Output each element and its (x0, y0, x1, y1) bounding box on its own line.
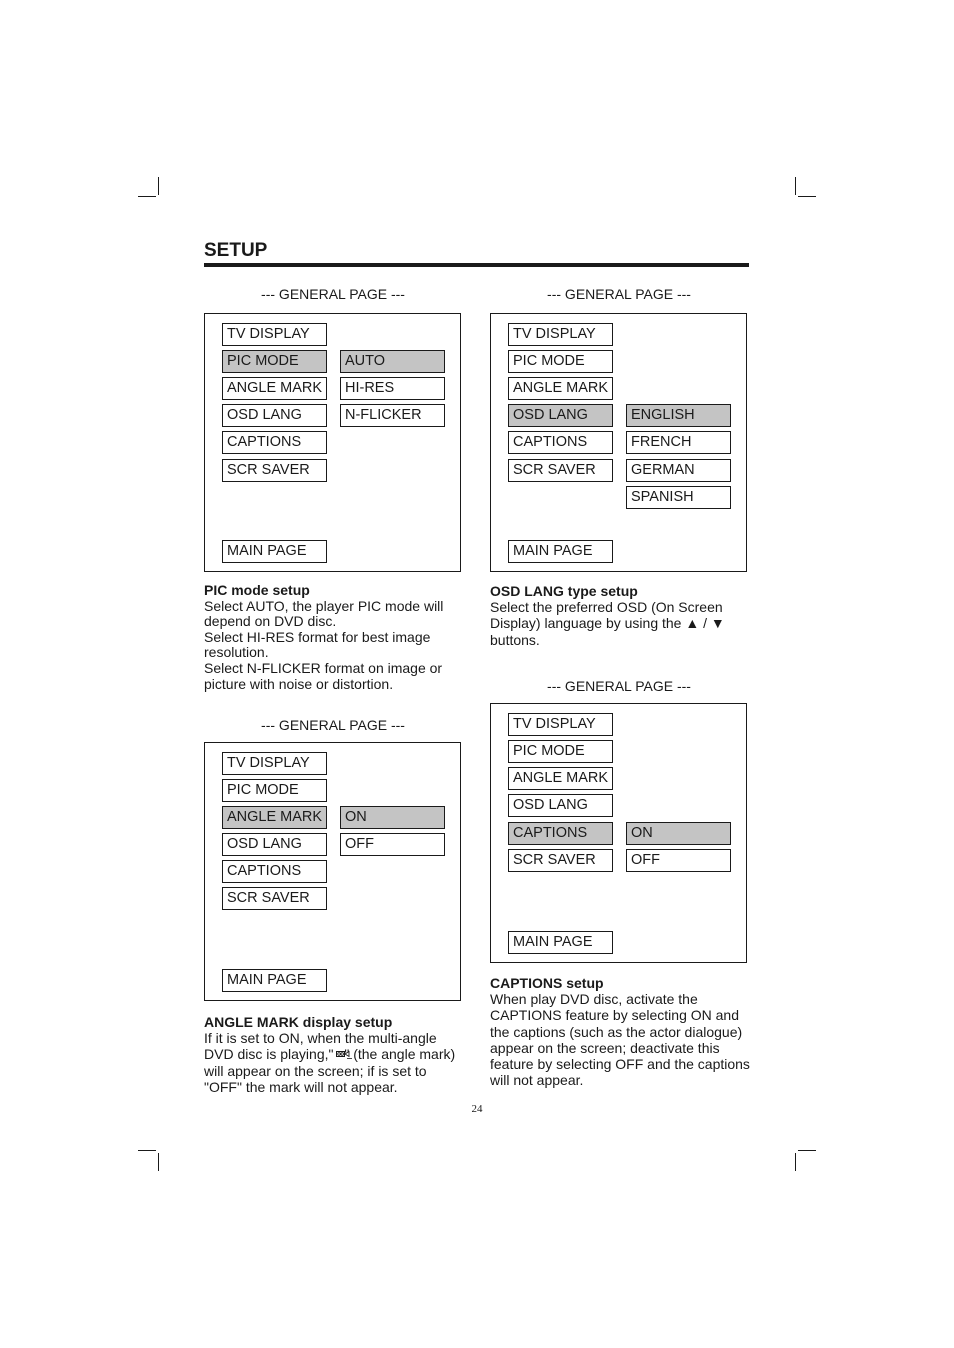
description-line: CAPTIONS feature by selecting ON and (490, 1007, 739, 1024)
description-line: Select AUTO, the player PIC mode will (204, 597, 444, 614)
option-english[interactable]: ENGLISH (626, 404, 731, 427)
option-off[interactable]: OFF (340, 833, 445, 856)
menu-item-osd-lang[interactable]: OSD LANG (508, 404, 613, 427)
description-line: picture with noise or distortion. (204, 675, 394, 692)
crop-mark (798, 1150, 816, 1151)
description-line: will appear on the screen; if is set to (204, 1062, 427, 1079)
menu-item-pic-mode[interactable]: PIC MODE (222, 350, 327, 373)
description-line: resolution. (204, 644, 269, 661)
menu-item-osd-lang[interactable]: OSD LANG (508, 794, 613, 817)
general-page-panel-angle-mark (204, 742, 461, 1001)
menu-item-main-page[interactable]: MAIN PAGE (508, 540, 613, 563)
panel-caption: --- GENERAL PAGE --- (547, 678, 691, 694)
menu-item-angle-mark[interactable]: ANGLE MARK (508, 377, 613, 400)
description-line: If it is set to ON, when the multi-angle (204, 1030, 437, 1047)
description-line: depend on DVD disc. (204, 613, 337, 630)
menu-item-captions[interactable]: CAPTIONS (508, 431, 613, 454)
description-line: Select HI-RES format for best image (204, 628, 431, 645)
angle-mark-description (204, 1014, 455, 1095)
description-line: Display) language by using the ▲ / ▼ (490, 615, 725, 632)
description-text: DVD disc is playing," " (the angle mark) (204, 1046, 456, 1063)
general-page-panel-osd-lang (490, 313, 747, 572)
menu-item-main-page[interactable]: MAIN PAGE (222, 540, 327, 563)
option-on[interactable]: ON (340, 806, 445, 829)
crop-mark (138, 1150, 156, 1151)
menu-item-main-page[interactable]: MAIN PAGE (222, 969, 327, 992)
menu-item-tv-display[interactable]: TV DISPLAY (222, 323, 327, 346)
description-line (204, 1046, 455, 1062)
section-heading: PIC mode setup (204, 582, 310, 598)
description-line: buttons. (490, 631, 540, 648)
captions-description (490, 975, 750, 1088)
description-line: When play DVD disc, activate the (490, 991, 698, 1008)
menu-item-pic-mode[interactable]: PIC MODE (222, 779, 327, 802)
menu-item-scr-saver[interactable]: SCR SAVER (222, 459, 327, 482)
description-line: will not appear. (490, 1072, 584, 1089)
section-heading: OSD LANG type setup (490, 583, 638, 599)
menu-item-osd-lang[interactable]: OSD LANG (222, 404, 327, 427)
description-line: appear on the screen; deactivate this (490, 1039, 720, 1056)
panel-caption: --- GENERAL PAGE --- (261, 717, 405, 733)
title-rule (204, 263, 749, 267)
section-heading: CAPTIONS setup (490, 975, 604, 991)
description-line: Select N-FLICKER format on image or (204, 659, 443, 676)
crop-mark (795, 1153, 796, 1171)
crop-mark (138, 196, 156, 197)
option-hi-res[interactable]: HI-RES (340, 377, 445, 400)
option-german[interactable]: GERMAN (626, 459, 731, 482)
menu-item-scr-saver[interactable]: SCR SAVER (508, 849, 613, 872)
menu-item-captions[interactable]: CAPTIONS (508, 822, 613, 845)
osd-lang-description (490, 583, 725, 648)
crop-mark (798, 196, 816, 197)
option-spanish[interactable]: SPANISH (626, 486, 731, 509)
menu-item-pic-mode[interactable]: PIC MODE (508, 350, 613, 373)
menu-item-angle-mark[interactable]: ANGLE MARK (508, 767, 613, 790)
menu-item-pic-mode[interactable]: PIC MODE (508, 740, 613, 763)
description-line: feature by selecting OFF and the captions (490, 1056, 750, 1073)
panel-caption: --- GENERAL PAGE --- (547, 286, 691, 302)
crop-mark (158, 177, 159, 195)
menu-item-angle-mark[interactable]: ANGLE MARK (222, 377, 327, 400)
page-number: 24 (471, 1103, 483, 1115)
general-page-panel-captions (490, 703, 747, 963)
menu-item-captions[interactable]: CAPTIONS (222, 431, 327, 454)
pic-mode-description (204, 583, 443, 692)
menu-item-scr-saver[interactable]: SCR SAVER (508, 459, 613, 482)
crop-mark (795, 177, 796, 195)
option-on[interactable]: ON (626, 822, 731, 845)
general-page-panel-pic-mode (204, 313, 461, 572)
option-auto[interactable]: AUTO (340, 350, 445, 373)
panel-caption: --- GENERAL PAGE --- (261, 286, 405, 302)
menu-item-tv-display[interactable]: TV DISPLAY (222, 752, 327, 775)
description-line: "OFF" the mark will not appear. (204, 1078, 398, 1095)
menu-item-captions[interactable]: CAPTIONS (222, 860, 327, 883)
option-off[interactable]: OFF (626, 849, 731, 872)
description-line: the captions (such as the actor dialogue) (490, 1023, 743, 1040)
section-heading: ANGLE MARK display setup (204, 1014, 393, 1030)
menu-item-tv-display[interactable]: TV DISPLAY (508, 323, 613, 346)
menu-item-angle-mark[interactable]: ANGLE MARK (222, 806, 327, 829)
angle-mark-icon (336, 1050, 353, 1060)
page-title: SETUP (204, 240, 268, 261)
menu-item-scr-saver[interactable]: SCR SAVER (222, 887, 327, 910)
menu-item-tv-display[interactable]: TV DISPLAY (508, 713, 613, 736)
menu-item-main-page[interactable]: MAIN PAGE (508, 931, 613, 954)
option-n-flicker[interactable]: N-FLICKER (340, 404, 445, 427)
description-line: Select the preferred OSD (On Screen (490, 599, 723, 616)
crop-mark (158, 1153, 159, 1171)
menu-item-osd-lang[interactable]: OSD LANG (222, 833, 327, 856)
option-french[interactable]: FRENCH (626, 431, 731, 454)
